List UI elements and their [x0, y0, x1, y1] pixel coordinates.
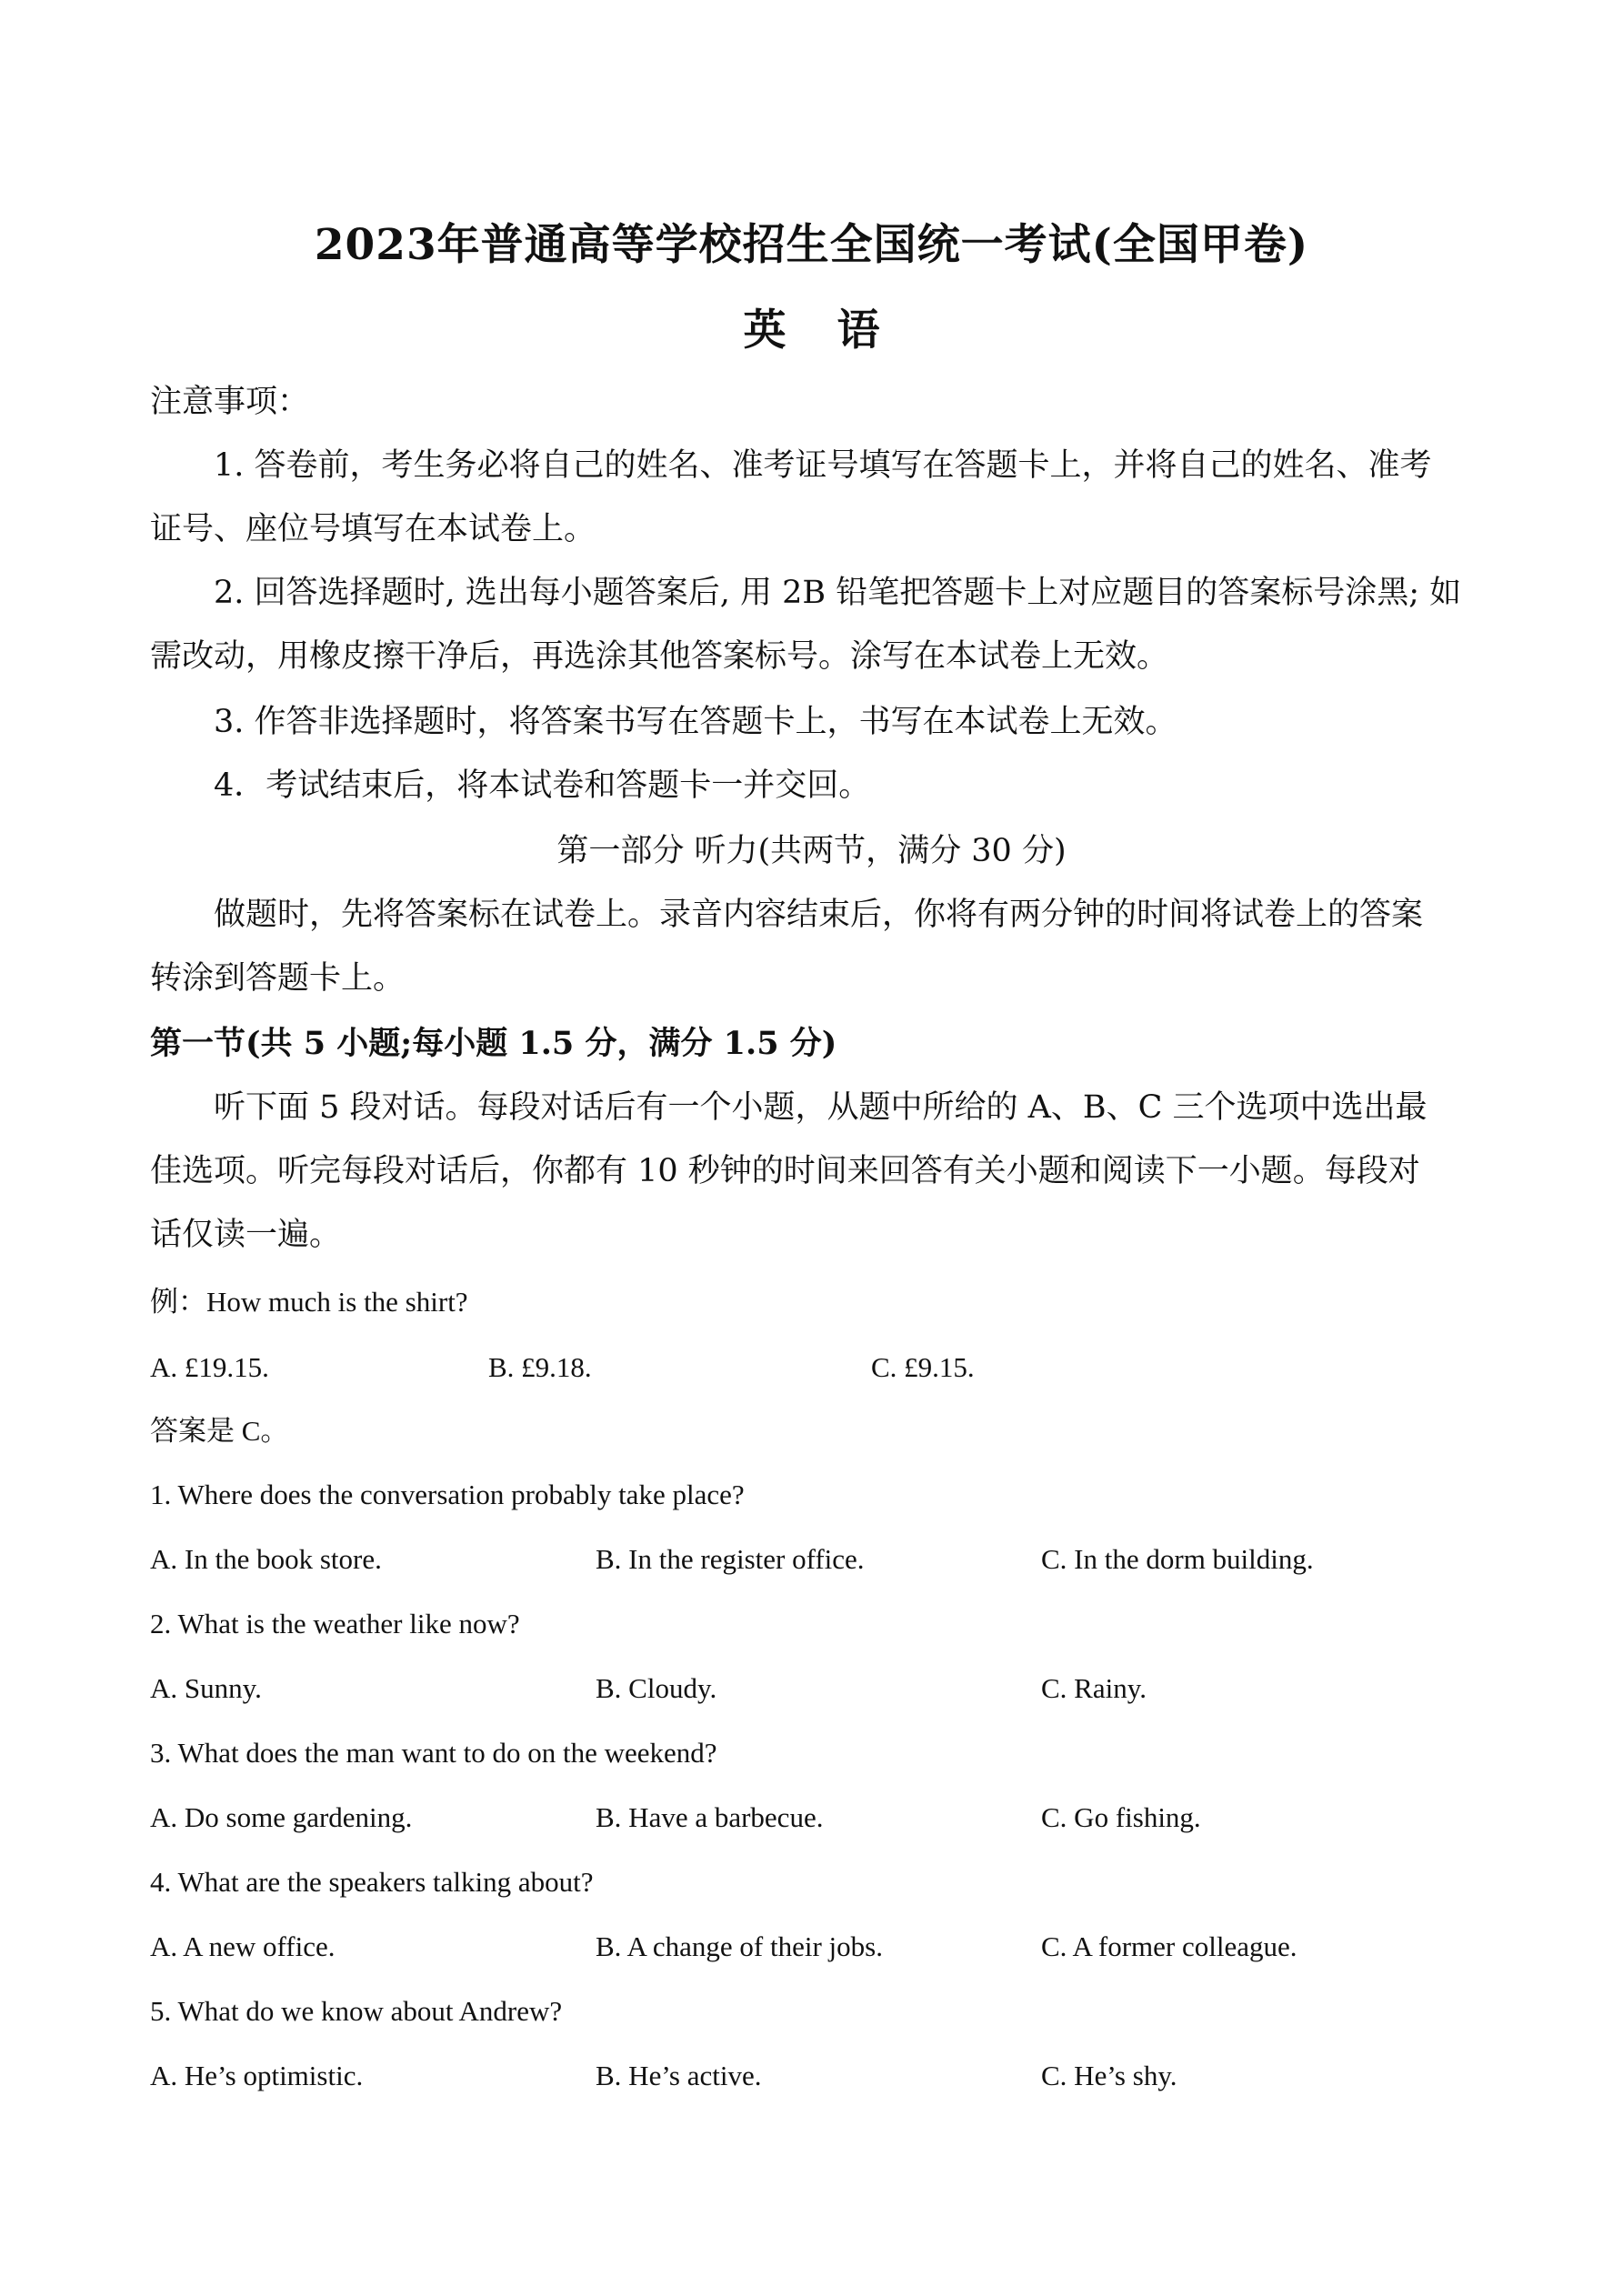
notice-item-1-line-2: 证号、座位号填写在本试卷上。	[150, 511, 596, 547]
question-3-option-b: B. Have a barbecue.	[596, 1801, 824, 1833]
question-5-option-a: A. He’s optimistic.	[150, 2060, 364, 2091]
example-option-a: A. £19.15.	[150, 1351, 269, 1383]
section1-intro-line-2: 佳选项。听完每段对话后，你都有 10 秒钟的时间来回答有关小题和阅读下一小题。每段对	[150, 1153, 1420, 1189]
notice-item-4: 4．考试结束后，将本试卷和答题卡一并交回。	[214, 767, 871, 804]
example-option-b: B. £9.18.	[488, 1351, 592, 1383]
question-3: 3. What does the man want to do on the weekend?	[150, 1737, 717, 1769]
notice-item-3: 3. 作答非选择题时，将答案书写在答题卡上，书写在本试卷上无效。	[214, 704, 1177, 740]
part1-intro-line-1: 做题时，先将答案标在试卷上。录音内容结束后，你将有两分钟的时间将试卷上的答案	[214, 897, 1424, 933]
question-5-option-c: C. He’s shy.	[1041, 2060, 1177, 2091]
exam-title: 2023年普通高等学校招生全国统一考试(全国甲卷)	[314, 220, 1309, 270]
notice-item-2-line-2: 需改动，用橡皮擦干净后，再选涂其他答案标号。涂写在本试卷上无效。	[150, 638, 1169, 675]
question-3-option-a: A. Do some gardening.	[150, 1801, 413, 1833]
question-1-option-a: A. In the book store.	[150, 1543, 382, 1575]
question-4-option-a: A. A new office.	[150, 1930, 336, 1962]
question-4-option-b: B. A change of their jobs.	[596, 1930, 883, 1962]
question-5: 5. What do we know about Andrew?	[150, 1995, 563, 2027]
notice-item-1-line-1: 1. 答卷前，考生务必将自己的姓名、准考证号填写在答题卡上，并将自己的姓名、准考	[214, 447, 1432, 484]
question-2-option-b: B. Cloudy.	[596, 1672, 717, 1704]
part1-heading: 第一部分 听力(共两节，满分 30 分)	[556, 833, 1067, 869]
example-answer: 答案是 C。	[150, 1415, 289, 1447]
section1-intro-line-1: 听下面 5 段对话。每段对话后有一个小题，从题中所给的 A、B、C 三个选项中选出最	[214, 1089, 1428, 1126]
question-2: 2. What is the weather like now?	[150, 1608, 520, 1639]
question-5-option-b: B. He’s active.	[596, 2060, 762, 2091]
part1-intro-line-2: 转涂到答题卡上。	[150, 960, 406, 997]
question-4-option-c: C. A former colleague.	[1041, 1930, 1297, 1962]
subject-char-1: 英	[743, 306, 786, 356]
notice-heading: 注意事项：	[150, 384, 310, 420]
question-1-option-b: B. In the register office.	[596, 1543, 865, 1575]
question-4: 4. What are the speakers talking about?	[150, 1866, 594, 1898]
notice-item-2-line-1: 2. 回答选择题时, 选出每小题答案后, 用 2B 铅笔把答题卡上对应题目的答案标号涂黑; 如	[214, 575, 1462, 611]
section1-heading: 第一节(共 5 小题;每小题 1.5 分，满分 1.5 分)	[150, 1025, 837, 1062]
section1-intro-line-3: 话仅读一遍。	[150, 1217, 342, 1253]
question-2-option-c: C. Rainy.	[1041, 1672, 1147, 1704]
example-option-c: C. £9.15.	[871, 1351, 975, 1383]
subject-char-2: 语	[837, 306, 880, 356]
question-2-option-a: A. Sunny.	[150, 1672, 262, 1704]
question-1: 1. Where does the conversation probably take place?	[150, 1479, 745, 1510]
question-3-option-c: C. Go fishing.	[1041, 1801, 1201, 1833]
example-question: 例：How much is the shirt?	[150, 1286, 468, 1318]
question-1-option-c: C. In the dorm building.	[1041, 1543, 1314, 1575]
subject-title	[0, 296, 1623, 357]
